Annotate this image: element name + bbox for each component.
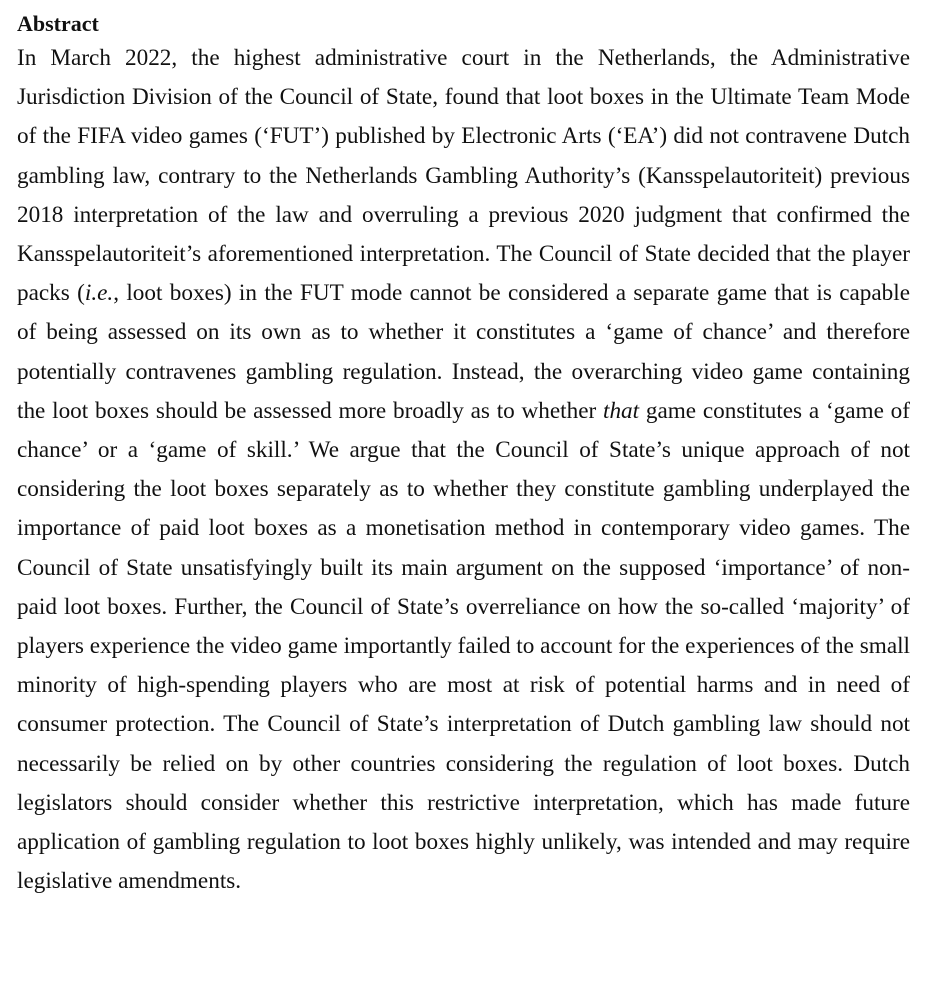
abstract-heading: Abstract (17, 11, 99, 36)
abstract-paragraph (17, 39, 910, 901)
abstract-text-part-2: , loot boxes) in the FUT mode cannot be considered a separate game that is capable of being assessed on its own as to whether it constitutes a ‘game of chance’ and therefore potentially contravenes gambling regulation. Instead, the overarching video game containing the loot boxes should be assessed more broadly as to whether (17, 280, 910, 424)
abstract-italic-ie: i.e. (84, 280, 114, 307)
document (17, 9, 910, 901)
abstract-text-part-3: game constitutes a ‘game of chance’ or a ‘game of skill.’ We argue that the Council of State’s unique approach of not considering the loot boxes separately as to whether they constitute gambling underplayed the importance of paid loot boxes as a monetisation method in contemporary video games. The Council of State unsatisfyingly built its main argument on the supposed ‘importance’ of non-paid loot boxes. Further, the Council of State’s overreliance on how the so-called ‘majority’ of players experience the video game importantly failed to account for the experiences of the small minority of high-spending players who are most at risk of potential harms and in need of consumer protection. The Council of State’s interpretation of Dutch gambling law should not necessarily be relied on by other countries considering the regulation of loot boxes. Dutch legislators should consider whether this restrictive interpretation, which has made future application of gambling regulation to loot boxes highly unlikely, was intended and may require legislative amendments. (17, 397, 910, 895)
abstract-italic-that: that (603, 397, 640, 424)
abstract-text-part-1: In March 2022, the highest administrative court in the Netherlands, the Administrative Jurisdiction Division of the Council of State, found that loot boxes in the Ultimate Team Mode of the FIFA video games (‘FUT’) published by Electronic Arts (‘EA’) did not contravene Dutch gambling law, contrary to the Netherlands Gambling Authority’s (Kansspelautoriteit) previous 2018 interpretation of the law and overruling a previous 2020 judgment that confirmed the Kansspelautoriteit’s aforementioned interpretation. The Council of State decided that the player packs ( (17, 45, 910, 307)
